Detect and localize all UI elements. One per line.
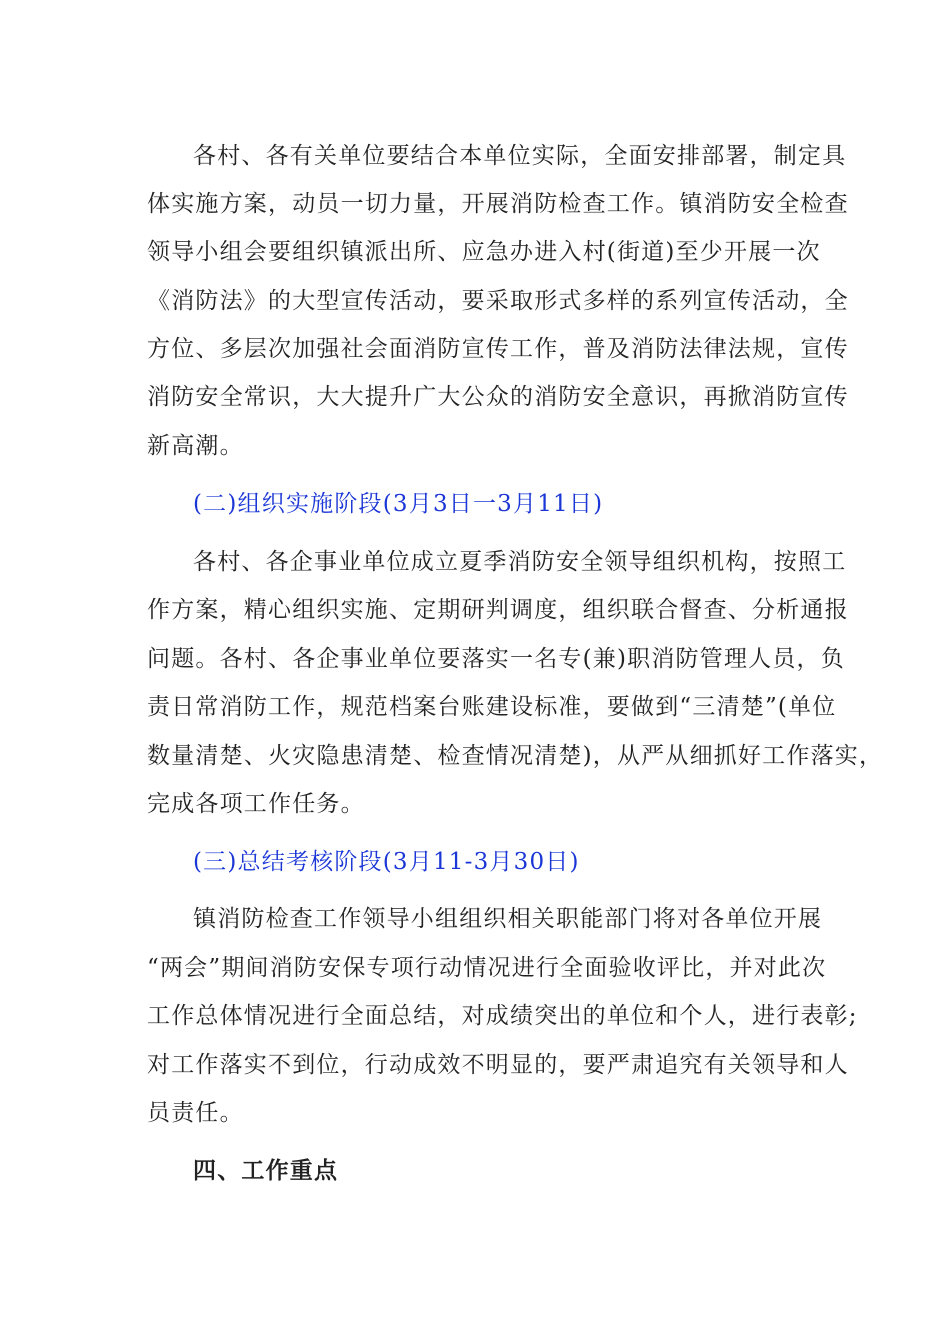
paragraph-2-line-5: 数量清楚、火灾隐患清楚、检查情况清楚)，从严从细抓好工作落实，	[147, 743, 884, 769]
paragraph-1-line-7: 新高潮。	[147, 433, 244, 459]
paragraph-3-line-2: “两会”期间消防安保专项行动情况进行全面验收评比，并对此次	[147, 955, 827, 981]
paragraph-1-line-4: 《消防法》的大型宣传活动，要采取形式多样的系列宣传活动，全	[147, 288, 849, 314]
section-heading-3: (三)总结考核阶段(3月11-3月30日)	[193, 849, 580, 875]
paragraph-2-line-3: 问题。各村、各企事业单位要落实一名专(兼)职消防管理人员，负	[147, 646, 845, 672]
paragraph-2-line-1: 各村、各企事业单位成立夏季消防安全领导组织机构，按照工	[193, 549, 847, 575]
paragraph-1-line-6: 消防安全常识，大大提升广大公众的消防安全意识，再掀消防宣传	[147, 384, 849, 410]
paragraph-1-line-2: 体实施方案，动员一切力量，开展消防检查工作。镇消防安全检查	[147, 191, 849, 217]
paragraph-3-line-3: 工作总体情况进行全面总结，对成绩突出的单位和个人，进行表彰;	[147, 1003, 858, 1029]
paragraph-3-line-1: 镇消防检查工作领导小组组织相关职能部门将对各单位开展	[193, 906, 823, 932]
paragraph-1-line-1: 各村、各有关单位要结合本单位实际，全面安排部署，制定具	[193, 143, 847, 169]
paragraph-2-line-2: 作方案，精心组织实施、定期研判调度，组织联合督查、分析通报	[147, 597, 849, 623]
paragraph-2-line-6: 完成各项工作任务。	[147, 791, 365, 817]
paragraph-3-line-5: 员责任。	[147, 1100, 244, 1126]
section-heading-2: (二)组织实施阶段(3月3日一3月11日)	[193, 491, 604, 517]
paragraph-1-line-3: 领导小组会要组织镇派出所、应急办进入村(街道)至少开展一次	[147, 239, 821, 265]
paragraph-3-line-4: 对工作落实不到位，行动成效不明显的，要严肃追究有关领导和人	[147, 1052, 849, 1078]
paragraph-1-line-5: 方位、多层次加强社会面消防宣传工作，普及消防法律法规，宣传	[147, 336, 849, 362]
section-heading-4: 四、工作重点	[193, 1158, 339, 1184]
paragraph-2-line-4: 责日常消防工作，规范档案台账建设标准，要做到“三清楚”(单位	[147, 694, 837, 720]
